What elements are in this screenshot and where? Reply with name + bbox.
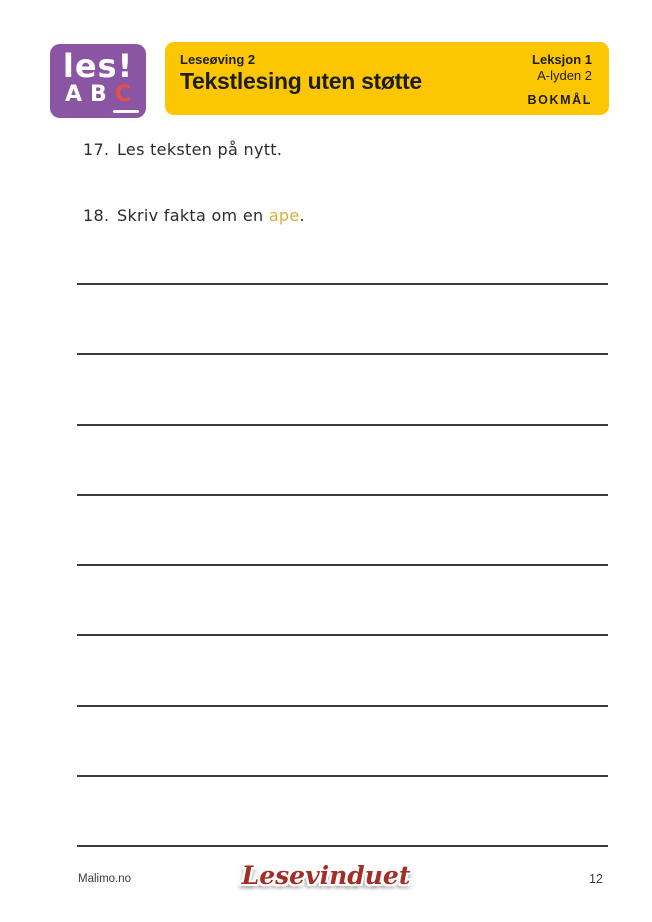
- writing-line: [77, 564, 608, 634]
- task-item-17: [83, 140, 305, 159]
- writing-line: [77, 705, 608, 775]
- task-number: 17.: [83, 140, 110, 159]
- sound-label: A-lyden 2: [537, 67, 592, 83]
- task-item-18: [83, 206, 305, 225]
- exercise-subtitle: Leseøving 2: [180, 52, 256, 67]
- logo-letter-c: C: [114, 82, 131, 107]
- banner-right: [528, 52, 592, 106]
- page-number: 12: [589, 872, 603, 886]
- writing-line: [77, 634, 608, 704]
- writing-line: [77, 424, 608, 494]
- logo-letter-b: B: [90, 82, 107, 107]
- task-text: Les teksten på nytt.: [117, 140, 283, 159]
- task-text-after: .: [299, 206, 305, 226]
- task-text-before: Skriv fakta om en: [117, 206, 269, 226]
- lesson-banner: [165, 42, 609, 115]
- language-label: BOKMÅL: [527, 92, 592, 107]
- footer-site-name: Malimo.no: [78, 873, 132, 885]
- logo-wordmark: les!: [62, 47, 134, 85]
- logo-letters: [50, 84, 146, 106]
- banner-left: [180, 52, 422, 106]
- writing-line: [77, 775, 608, 845]
- logo-letter-a: A: [65, 82, 83, 107]
- writing-line: [77, 283, 608, 353]
- task-list: [83, 140, 305, 272]
- writing-line: [77, 494, 608, 564]
- logo-fine-print: [113, 110, 139, 113]
- highlight-word: ape: [268, 206, 300, 226]
- writing-lines: [77, 283, 608, 916]
- lesevinduet-logo: Lesevinduet: [241, 861, 411, 890]
- lesabc-logo: [50, 44, 146, 118]
- lesson-label: Leksjon 1: [532, 52, 592, 67]
- writing-line: [77, 353, 608, 423]
- page-title: Tekstlesing uten støtte: [180, 67, 422, 94]
- task-text: [117, 206, 305, 225]
- task-number: 18.: [83, 206, 110, 226]
